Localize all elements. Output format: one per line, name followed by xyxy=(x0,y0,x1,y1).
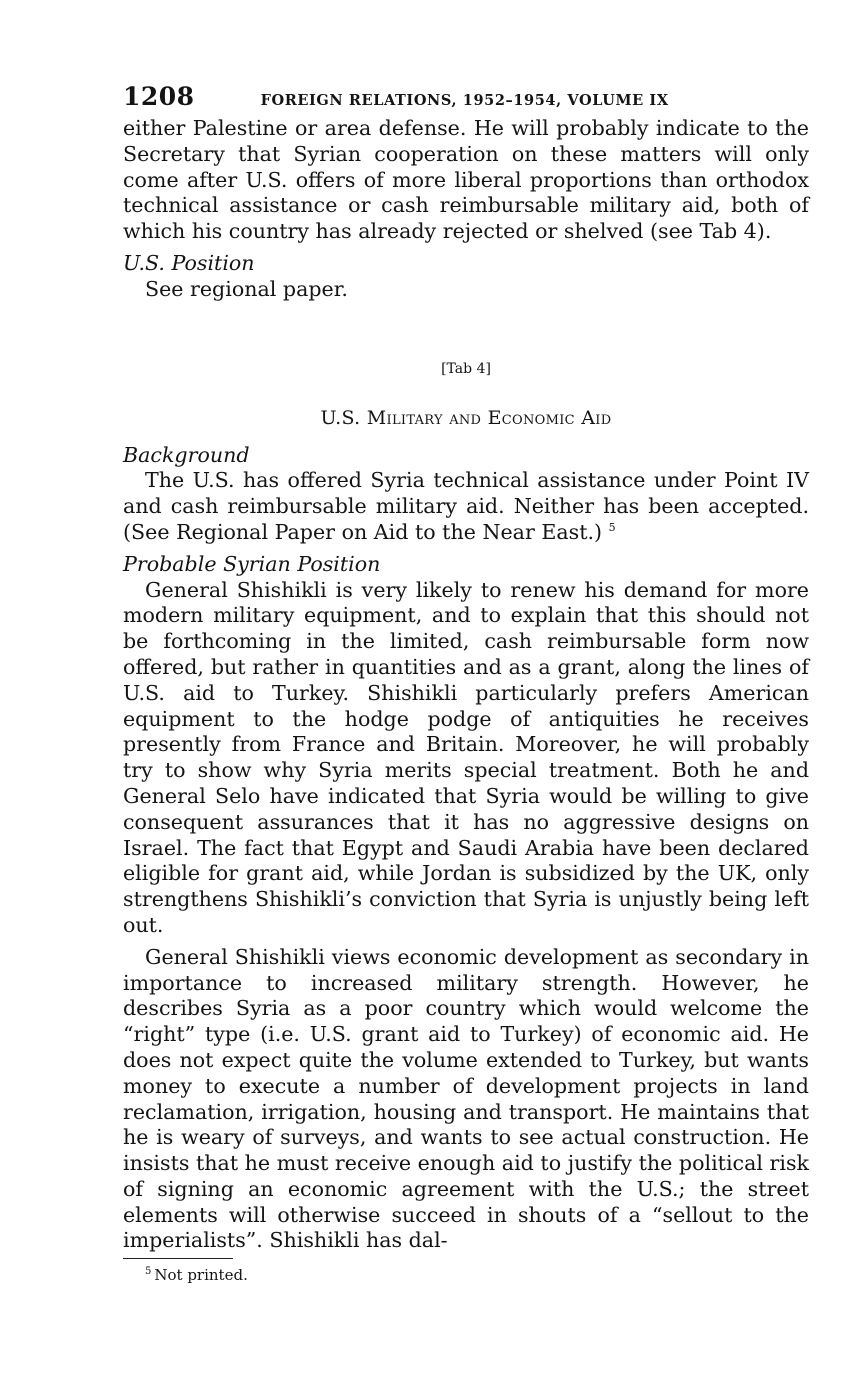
background-paragraph xyxy=(123,468,809,545)
footnote xyxy=(145,1266,248,1284)
footnote-mark: 5 xyxy=(145,1266,152,1277)
footnote-divider xyxy=(123,1258,233,1259)
running-title: FOREIGN RELATIONS, 1952–1954, VOLUME IX xyxy=(260,92,669,109)
page-number: 1208 xyxy=(123,82,195,111)
footnote-reference: 5 xyxy=(608,521,616,535)
us-position-heading: U.S. Position xyxy=(123,250,255,275)
section-title-text: U.S. Military and Economic Aid xyxy=(320,406,612,429)
probable-position-heading: Probable Syrian Position xyxy=(123,551,381,576)
background-heading: Background xyxy=(123,442,250,467)
background-text: The U.S. has offered Syria technical assistance under Point IV and cash reimbursable military aid. Neither has been accepted. (See Regional Paper on Aid to the Near East.) xyxy=(123,468,809,544)
document-page xyxy=(123,82,809,1254)
footnote-text: Not printed. xyxy=(154,1266,248,1284)
section-title xyxy=(123,407,809,429)
running-header xyxy=(123,82,809,116)
probable-position-paragraph-2: General Shishikli views economic development as secondary in importance to increased military strength. However, he describes Syria as a poor country which would welcome the “right” type (i.e. U.S. grant aid to Turkey) of economic aid. He does not expect quite the volume extended to Turkey, but wants money to execute a number of development projects in land reclamation, irrigation, housing and transport. He maintains that he is weary of surveys, and wants to see actual construction. He insists that he must receive enough aid to justify the political risk of signing an economic agreement with the U.S.; the street elements will otherwise succeed in shouts of a “sellout to the imperialists”. Shishikli has dal- xyxy=(123,944,809,1253)
us-position-text: See regional paper. xyxy=(145,276,348,301)
opening-paragraph: either Palestine or area defense. He will probably indicate to the Secretary that Syrian cooperation on these matters will only come after U.S. offers of more liberal proportions than orthodox technical assistance or cash reimbursable military aid, both of which his country has already rejected or shelved (see Tab 4). xyxy=(123,116,809,244)
tab-label: [Tab 4] xyxy=(441,360,491,377)
probable-position-paragraph-1: General Shishikli is very likely to renew his demand for more modern military equipment, and to explain that this should not be forthcoming in the limited, cash reimbursable form now offered, but rather in quantities and as a grant, along the lines of U.S. aid to Turkey. Shishikli particularly prefers American equipment to the hodge podge of antiquities he receives presently from France and Britain. Moreover, he will probably try to show why Syria merits special treatment. Both he and General Selo have indicated that Syria would be willing to give consequent assurances that it has no aggressive designs on Israel. The fact that Egypt and Saudi Arabia have been declared eligible for grant aid, while Jordan is subsidized by the UK, only strengthens Shishikli’s conviction that Syria is unjustly being left out. xyxy=(123,577,809,937)
